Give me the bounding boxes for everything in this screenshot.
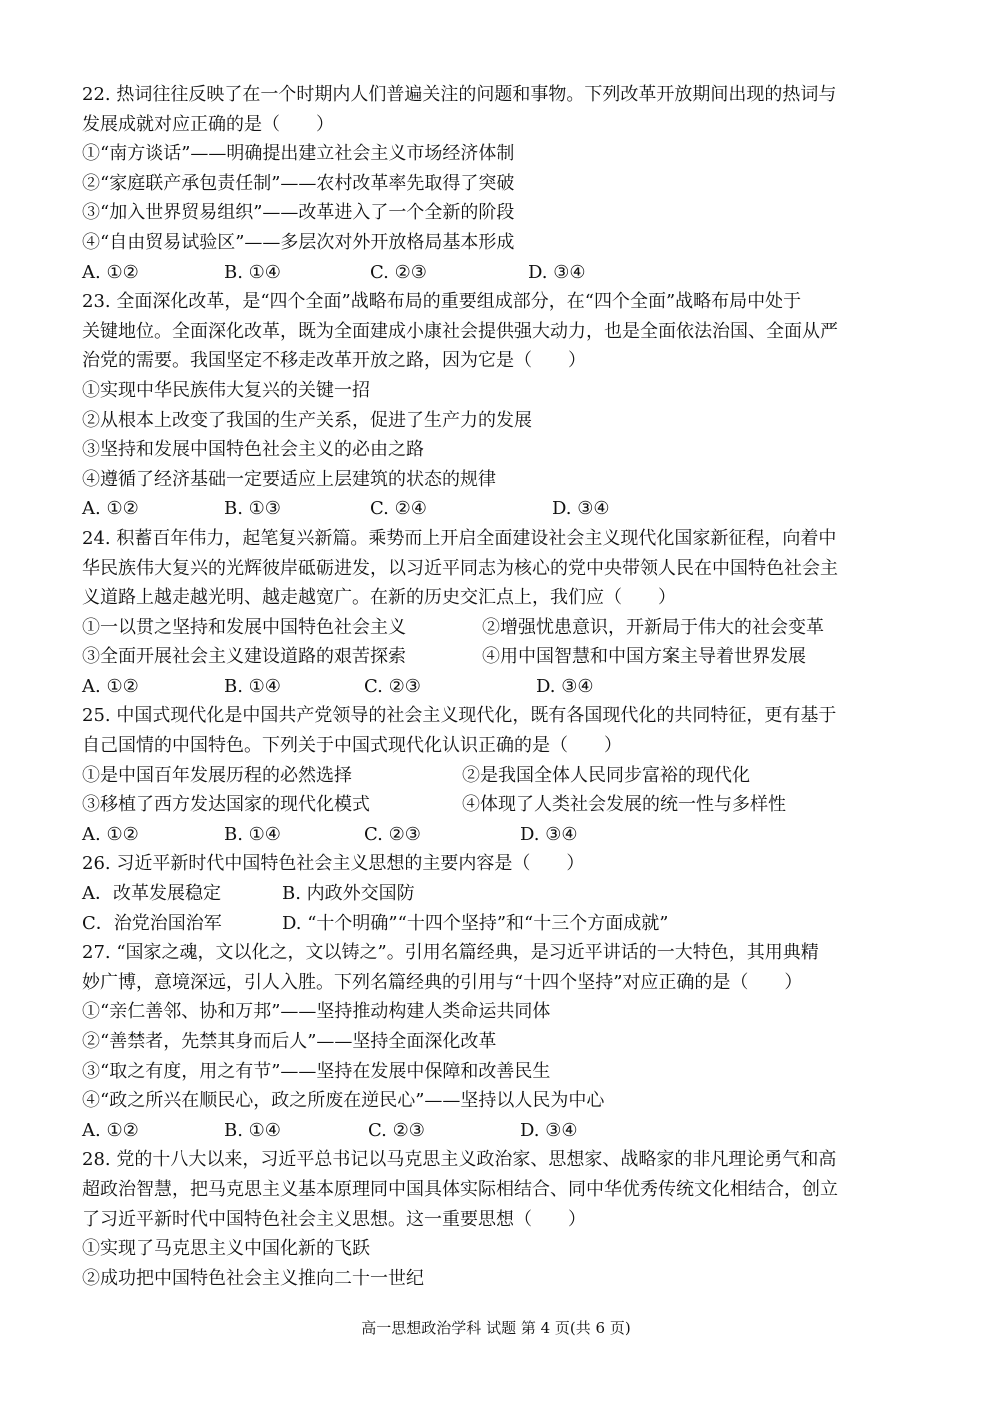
option-d: D. ③④: [520, 823, 578, 845]
option-c: C. ②③: [364, 675, 421, 697]
statement: ②“善禁者，先禁其身而后人”——坚持全面深化改革: [82, 1031, 497, 1052]
statement: ②增强忧患意识，开新局于伟大的社会变革: [482, 616, 824, 638]
statement: ④遵循了经济基础一定要适应上层建筑的状态的规律: [82, 468, 496, 490]
option-a: A. ①②: [82, 823, 139, 845]
exam-page: [82, 80, 918, 1293]
question-stem-line: 超政治智慧，把马克思主义基本原理同中国具体实际相结合、同中华优秀传统文化相结合，创立: [82, 1178, 838, 1200]
question-stem-line: 28. 党的十八大以来，习近平总书记以马克思主义政治家、思想家、战略家的非凡理论勇气和高: [82, 1149, 837, 1171]
option-c: C. ②③: [368, 1119, 425, 1141]
question-stem-line: 26. 习近平新时代中国特色社会主义思想的主要内容是（ ）: [82, 853, 585, 875]
statement: ③“加入世界贸易组织”——改革进入了一个全新的阶段: [82, 202, 515, 224]
answer-options: [82, 879, 918, 909]
question-stem-line: 25. 中国式现代化是中国共产党领导的社会主义现代化，既有各国现代化的共同特征，更有基于: [82, 705, 837, 727]
answer-options: [82, 672, 918, 702]
statement-row: [82, 642, 918, 672]
option-c: C. ②④: [370, 498, 427, 520]
statement: ④体现了人类社会发展的统一性与多样性: [462, 794, 786, 816]
question-stem-line: 自己国情的中国特色。下列关于中国式现代化认识正确的是（ ）: [82, 735, 622, 757]
question-stem-line: 华民族伟大复兴的光辉彼岸砥砺进发，以习近平同志为核心的党中央带领人民在中国特色社会主: [82, 557, 838, 579]
statement: ②从根本上改变了我国的生产关系，促进了生产力的发展: [82, 409, 532, 431]
question-stem-line: 义道路上越走越光明、越走越宽广。在新的历史交汇点上，我们应（ ）: [82, 587, 676, 609]
question-25: [82, 701, 918, 849]
option-b: B. ①④: [224, 1119, 281, 1141]
answer-options: [82, 909, 918, 939]
question-24: [82, 524, 918, 702]
statement: ①一以贯之坚持和发展中国特色社会主义: [82, 616, 406, 638]
option-b: B. ①④: [224, 675, 281, 697]
statement: ①是中国百年发展历程的必然选择: [82, 764, 352, 786]
option-b: B. ①③: [224, 498, 281, 520]
answer-options: [82, 1116, 918, 1146]
option-d: D. ③④: [536, 675, 594, 697]
statement: ④用中国智慧和中国方案主导着世界发展: [482, 646, 806, 668]
statement: ③“取之有度，用之有节”——坚持在发展中保障和改善民生: [82, 1060, 551, 1082]
option-c: C. ②③: [370, 261, 427, 283]
question-stem-line: 治党的需要。我国坚定不移走改革开放之路，因为它是（ ）: [82, 350, 586, 372]
option-c: C．治党治国治军: [82, 912, 222, 934]
question-stem-line: 关键地位。全面深化改革，既为全面建成小康社会提供强大动力，也是全面依法治国、全面从严: [82, 320, 838, 342]
question-stem-line: 了习近平新时代中国特色社会主义思想。这一重要思想（ ）: [82, 1208, 586, 1230]
answer-options: [82, 258, 918, 288]
page-footer: 高一思想政治学科 试题 第 4 页(共 6 页): [361, 1319, 631, 1337]
option-d: D. “十个明确”“十四个坚持”和“十三个方面成就”: [282, 912, 669, 934]
question-stem-line: 发展成就对应正确的是（ ）: [82, 113, 334, 135]
statement: ③全面开展社会主义建设道路的艰苦探索: [82, 646, 406, 668]
statement: ④“政之所兴在顺民心，政之所废在逆民心”——坚持以人民为中心: [82, 1090, 605, 1112]
statement: ④“自由贸易试验区”——多层次对外开放格局基本形成: [82, 231, 515, 253]
statement: ②是我国全体人民同步富裕的现代化: [462, 764, 750, 786]
question-26: [82, 849, 918, 938]
option-a: A. ①②: [82, 498, 139, 520]
option-a: A. ①②: [82, 261, 139, 283]
option-a: A. ①②: [82, 675, 139, 697]
statement: ①“亲仁善邻、协和万邦”——坚持推动构建人类命运共同体: [82, 1001, 551, 1023]
option-a: A. ①②: [82, 1119, 139, 1141]
option-a: A．改革发展稳定: [82, 883, 221, 905]
question-28: [82, 1145, 918, 1293]
question-22: [82, 80, 918, 287]
answer-options: [82, 494, 918, 524]
option-c: C. ②③: [364, 823, 421, 845]
statement: ①实现了马克思主义中国化新的飞跃: [82, 1238, 370, 1260]
option-b: B. ①④: [224, 261, 281, 283]
statement: ③坚持和发展中国特色社会主义的必由之路: [82, 439, 424, 461]
option-d: D. ③④: [520, 1119, 578, 1141]
statement: ③移植了西方发达国家的现代化模式: [82, 794, 370, 816]
option-d: D. ③④: [552, 498, 610, 520]
question-stem-line: 24. 积蓄百年伟力，起笔复兴新篇。乘势而上开启全面建设社会主义现代化国家新征程，向着中: [82, 527, 837, 549]
statement-row: [82, 761, 918, 791]
statement-row: [82, 613, 918, 643]
statement-row: [82, 790, 918, 820]
answer-options: [82, 820, 918, 850]
question-23: [82, 287, 918, 524]
option-b: B. 内政外交国防: [282, 883, 415, 905]
question-stem-line: 22. 热词往往反映了在一个时期内人们普遍关注的问题和事物。下列改革开放期间出现的热词与: [82, 84, 837, 105]
statement: ②“家庭联产承包责任制”——农村改革率先取得了突破: [82, 172, 515, 194]
statement: ①“南方谈话”——明确提出建立社会主义市场经济体制: [82, 143, 515, 165]
option-d: D. ③④: [528, 261, 586, 283]
question-stem-line: 27. “国家之魂，文以化之，文以铸之”。引用名篇经典，是习近平讲话的一大特色，其用典精: [82, 942, 819, 964]
question-27: [82, 938, 918, 1145]
question-stem-line: 23. 全面深化改革，是“四个全面”战略布局的重要组成部分，在“四个全面”战略布局中处于: [82, 291, 802, 313]
statement: ②成功把中国特色社会主义推向二十一世纪: [82, 1267, 424, 1289]
statement: ①实现中华民族伟大复兴的关键一招: [82, 379, 370, 401]
option-b: B. ①④: [224, 823, 281, 845]
question-stem-line: 妙广博，意境深远，引人入胜。下列名篇经典的引用与“十四个坚持”对应正确的是（ ）: [82, 971, 803, 993]
